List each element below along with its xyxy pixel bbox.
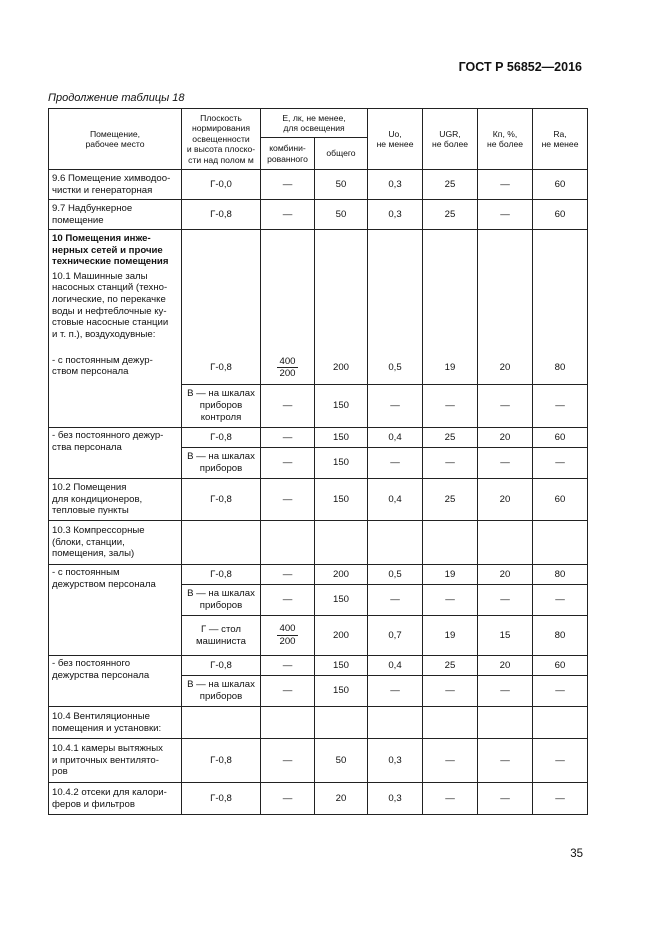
table-row	[49, 783, 588, 815]
page-number: 35	[570, 848, 583, 860]
cell-room: 10.1 Машинные залы насосных станций (техно- логические, по перекачке воды и нефтеблочные ку- стовые насосные станции и т. п.), воздуходувные:	[49, 270, 182, 352]
col-header-general: общего	[315, 138, 368, 170]
cell-uo: 0,3	[368, 783, 423, 815]
cell-combined: —	[261, 200, 315, 230]
cell-empty	[423, 270, 478, 352]
cell-uo: 0,7	[368, 616, 423, 656]
cell-ra: —	[533, 739, 588, 783]
cell-ugr: 19	[423, 352, 478, 385]
col-header-kp: Кп, %, не более	[478, 109, 533, 170]
cell-plane: В — на шкалах приборов	[182, 448, 261, 479]
cell-uo: —	[368, 385, 423, 428]
cell-empty	[478, 270, 533, 352]
cell-empty	[533, 707, 588, 739]
cell-ugr: 25	[423, 656, 478, 676]
cell-empty	[533, 270, 588, 352]
cell-ugr: —	[423, 676, 478, 707]
cell-empty	[315, 521, 368, 565]
cell-kp: —	[478, 783, 533, 815]
table-row	[49, 230, 588, 270]
cell-kp: —	[478, 676, 533, 707]
cell-empty	[261, 521, 315, 565]
lighting-norms-table	[48, 108, 588, 815]
fraction-numerator: 400	[279, 355, 296, 367]
cell-plane: Г-0,8	[182, 479, 261, 521]
cell-ra: —	[533, 783, 588, 815]
cell-ra: 60	[533, 656, 588, 676]
cell-general: 150	[315, 428, 368, 448]
cell-ra: 60	[533, 428, 588, 448]
col-header-room: Помещение, рабочее место	[49, 109, 182, 170]
cell-ugr: —	[423, 783, 478, 815]
cell-room: 9.7 Надбункерное помещение	[49, 200, 182, 230]
cell-combined: —	[261, 783, 315, 815]
cell-empty	[478, 230, 533, 270]
table-row	[49, 200, 588, 230]
cell-ugr: —	[423, 739, 478, 783]
cell-empty	[182, 521, 261, 565]
cell-kp: —	[478, 585, 533, 616]
fraction-denominator: 200	[279, 368, 296, 380]
cell-combined-fraction	[261, 616, 315, 656]
cell-empty	[261, 707, 315, 739]
cell-general: 150	[315, 585, 368, 616]
cell-kp: 20	[478, 479, 533, 521]
cell-combined-fraction	[261, 352, 315, 385]
cell-plane: В — на шкалах приборов	[182, 585, 261, 616]
cell-combined: —	[261, 739, 315, 783]
cell-uo: —	[368, 448, 423, 479]
cell-empty	[478, 521, 533, 565]
col-header-ra: Ra, не менее	[533, 109, 588, 170]
cell-uo: 0,3	[368, 170, 423, 200]
fraction-denominator: 200	[279, 636, 296, 647]
cell-combined: —	[261, 676, 315, 707]
cell-uo: —	[368, 676, 423, 707]
cell-ugr: 25	[423, 428, 478, 448]
cell-empty	[182, 230, 261, 270]
cell-empty	[533, 521, 588, 565]
cell-ra: —	[533, 676, 588, 707]
cell-combined: —	[261, 565, 315, 585]
cell-plane: Г-0,8	[182, 428, 261, 448]
cell-general: 50	[315, 739, 368, 783]
cell-room: 10.3 Компрессорные (блоки, станции, помещения, залы)	[49, 521, 182, 565]
col-header-combined: комбини- рованного	[261, 138, 315, 170]
cell-uo: 0,4	[368, 479, 423, 521]
cell-kp: —	[478, 448, 533, 479]
cell-room: 9.6 Помещение химводоо- чистки и генераторная	[49, 170, 182, 200]
cell-combined: —	[261, 585, 315, 616]
cell-combined: —	[261, 385, 315, 428]
cell-general: 150	[315, 448, 368, 479]
cell-ra: —	[533, 385, 588, 428]
table-row	[49, 707, 588, 739]
cell-room: 10.4 Вентиляционные помещения и установки:	[49, 707, 182, 739]
document-standard-number: ГОСТ Р 56852—2016	[458, 60, 582, 74]
table-row	[49, 565, 588, 585]
cell-ugr: 19	[423, 565, 478, 585]
cell-uo: 0,5	[368, 565, 423, 585]
cell-uo: 0,3	[368, 739, 423, 783]
cell-ugr: 19	[423, 616, 478, 656]
cell-ra: 80	[533, 352, 588, 385]
cell-empty	[478, 707, 533, 739]
table-row	[49, 521, 588, 565]
cell-general: 50	[315, 170, 368, 200]
cell-kp: 15	[478, 616, 533, 656]
cell-uo: 0,5	[368, 352, 423, 385]
cell-general: 200	[315, 616, 368, 656]
cell-empty	[368, 521, 423, 565]
cell-combined: —	[261, 428, 315, 448]
cell-empty	[315, 270, 368, 352]
fraction	[277, 356, 297, 380]
col-header-uo: Uо, не менее	[368, 109, 423, 170]
cell-room: - без постоянного дежур- ства персонала	[49, 428, 182, 479]
cell-empty	[261, 270, 315, 352]
table-row	[49, 352, 588, 385]
cell-kp: 20	[478, 352, 533, 385]
cell-ra: 60	[533, 479, 588, 521]
cell-room: 10.2 Помещения для кондиционеров, тепловые пункты	[49, 479, 182, 521]
cell-empty	[182, 707, 261, 739]
table-row	[49, 428, 588, 448]
cell-empty	[423, 521, 478, 565]
cell-empty	[368, 707, 423, 739]
cell-section-heading: 10 Помещения инже- нерных сетей и прочие технические помещения	[49, 230, 182, 270]
cell-ra: —	[533, 448, 588, 479]
cell-plane: Г-0,8	[182, 565, 261, 585]
cell-combined: —	[261, 479, 315, 521]
cell-plane: Г-0,8	[182, 352, 261, 385]
cell-plane: Г-0,8	[182, 783, 261, 815]
cell-plane: Г-0,8	[182, 739, 261, 783]
cell-plane: В — на шкалах приборов контроля	[182, 385, 261, 428]
cell-room: 10.4.1 камеры вытяжных и приточных вентилято- ров	[49, 739, 182, 783]
cell-ra: 80	[533, 616, 588, 656]
cell-ugr: 25	[423, 200, 478, 230]
cell-kp: —	[478, 385, 533, 428]
cell-ra: 80	[533, 565, 588, 585]
cell-general: 20	[315, 783, 368, 815]
cell-empty	[182, 270, 261, 352]
cell-combined: —	[261, 656, 315, 676]
cell-general: 150	[315, 385, 368, 428]
table-row	[49, 170, 588, 200]
cell-room: - с постоянным дежур- ством персонала	[49, 352, 182, 428]
table-row	[49, 270, 588, 352]
cell-ugr: 25	[423, 479, 478, 521]
cell-empty	[423, 230, 478, 270]
table-row	[49, 656, 588, 676]
cell-ugr: —	[423, 448, 478, 479]
cell-uo: 0,4	[368, 656, 423, 676]
cell-room: - с постоянным дежурством персонала	[49, 565, 182, 656]
cell-uo: 0,4	[368, 428, 423, 448]
cell-room: 10.4.2 отсеки для калори- феров и фильтров	[49, 783, 182, 815]
cell-empty	[533, 230, 588, 270]
cell-ra: 60	[533, 200, 588, 230]
cell-general: 50	[315, 200, 368, 230]
cell-empty	[315, 707, 368, 739]
col-header-ugr: UGR, не более	[423, 109, 478, 170]
cell-ra: 60	[533, 170, 588, 200]
cell-uo: 0,3	[368, 200, 423, 230]
cell-plane: Г — стол машиниста	[182, 616, 261, 656]
cell-ugr: —	[423, 385, 478, 428]
cell-plane: Г-0,0	[182, 170, 261, 200]
cell-kp: 20	[478, 656, 533, 676]
cell-uo: —	[368, 585, 423, 616]
cell-kp: —	[478, 170, 533, 200]
cell-ugr: —	[423, 585, 478, 616]
cell-empty	[261, 230, 315, 270]
cell-ugr: 25	[423, 170, 478, 200]
cell-general: 150	[315, 676, 368, 707]
cell-room: - без постоянного дежурства персонала	[49, 656, 182, 707]
cell-kp: 20	[478, 565, 533, 585]
fraction-numerator: 400	[279, 623, 296, 635]
cell-empty	[368, 270, 423, 352]
cell-general: 200	[315, 565, 368, 585]
cell-general: 150	[315, 656, 368, 676]
cell-plane: Г-0,8	[182, 200, 261, 230]
cell-kp: 20	[478, 428, 533, 448]
col-header-illuminance: Е, лк, не менее, для освещения	[261, 109, 368, 138]
table-caption: Продолжение таблицы 18	[48, 92, 185, 104]
cell-empty	[315, 230, 368, 270]
cell-plane: Г-0,8	[182, 656, 261, 676]
cell-kp: —	[478, 200, 533, 230]
cell-plane: В — на шкалах приборов	[182, 676, 261, 707]
cell-combined: —	[261, 448, 315, 479]
cell-ra: —	[533, 585, 588, 616]
cell-empty	[368, 230, 423, 270]
cell-general: 200	[315, 352, 368, 385]
cell-kp: —	[478, 739, 533, 783]
cell-empty	[423, 707, 478, 739]
cell-general: 150	[315, 479, 368, 521]
col-header-plane: Плоскость нормирования освещенности и высота плоско- сти над полом м	[182, 109, 261, 170]
fraction	[277, 623, 297, 647]
cell-combined: —	[261, 170, 315, 200]
table-row	[49, 479, 588, 521]
table-row	[49, 739, 588, 783]
